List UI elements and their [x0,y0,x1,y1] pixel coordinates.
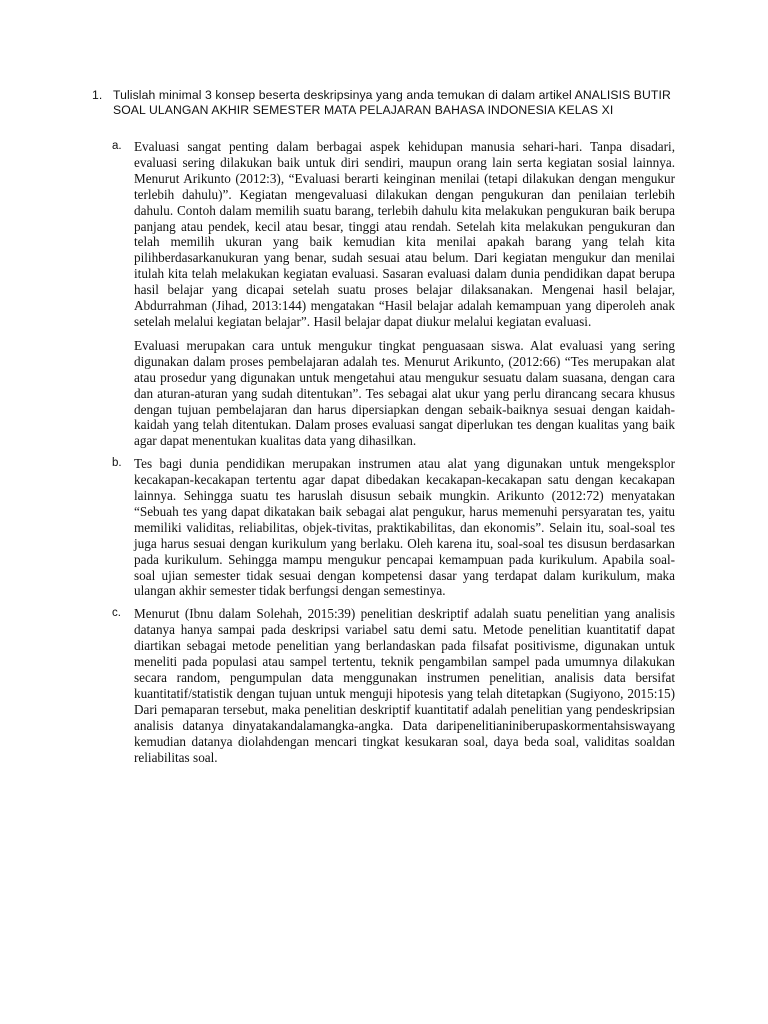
item-marker: a. [112,140,122,152]
answer-item-b [109,456,675,599]
answer-item-c [109,606,675,765]
item-marker: b. [112,457,122,470]
paragraph: Evaluasi merupakan cara untuk mengukur tingkat penguasaan siswa. Alat evaluasi yang sering digunakan dalam proses pembelajaran adalah tes. Menurut Arikunto, (2012:66) “Tes merupakan alat atau prosedur yang digunakan untuk mengetahui atau mengukur sesuatu dalam suasana, dengan cara dan aturan-aturan yang sudah ditentukan”. Tes sebagai alat ukur yang perlu dirancang secara khusus dengan tujuan pembelajaran dan harus dipersiapkan dengan sebaik-baiknya sesuai dengan kaidah-kaidah yang telah ditentukan. Dalam proses evaluasi sangat diperlukan tes dengan kualitas yang baik agar dapat menentukan kualitas data yang dihasilkan. [134,337,675,449]
paragraph: Evaluasi sangat penting dalam berbagai aspek kehidupan manusia sehari-hari. Tanpa disadari, evaluasi sering dilakukan baik untuk diri sendiri, maupun orang lain serta kegiatan sosial lainnya. Menurut Arikunto (2012:3), “Evaluasi berarti keinginan menilai (tetapi dilakukan dengan mengukur terlebih dahulu)”. Kegiatan mengevaluasi dilakukan dengan pengukuran dan penilaian terlebih dahulu. Contoh dalam memilih suatu barang, terlebih dahulu kita melakukan pengukuran baik berupa panjang atau pendek, kecil atau besar, tinggi atau rendah. Setelah kita melakukan pengukuran dan telah memilih ukuran yang baik kemudian kita menilai apakah barang yang telah kita pilihberdasarkanukuran yang benar, sudah sesuai atau belum. Dari kegiatan mengukur dan menilai itulah kita telah melakukan kegiatan evaluasi. Sasaran evaluasi dalam dunia pendidikan dapat berupa hasil belajar yang dicapai setelah suatu proses belajar dilaksanakan. Mengenai hasil belajar, Abdurrahman (Jihad, 2013:144) mengatakan “Hasil belajar adalah kemampuan yang diperoleh anak setelah melalui kegiatan belajar”. Hasil belajar dapat diukur melalui kegiatan evaluasi. [134,139,675,329]
question-1 [88,88,675,117]
paragraph: Tes bagi dunia pendidikan merupakan instrumen atau alat yang digunakan untuk mengeksplor kecakapan-kecakapan tertentu agar dapat dibedakan kecakapan-kecakapan satu dengan kecakapan lainnya. Sehingga suatu tes haruslah disusun sebaik mungkin. Arikunto (2012:72) menyatakan “Sebuah tes yang dapat dikatakan baik sebagai alat pengukur, harus memenuhi persyaratan tes, yaitu memiliki validitas, reliabilitas, objek-tivitas, praktikabilitas, dan ekonomis”. Selain itu, soal-soal tes juga harus sesuai dengan kurikulum yang berlaku. Oleh karena itu, soal-soal tes disusun berdasarkan pada kurikulum. Sehingga mampu mengukur pencapai kemampuan pada kurikulum. Apabila soal-soal ujian semester tidak sesuai dengan kompetensi dasar yang terdapat dalam kurikulum, maka ulangan akhir semester tidak berfungsi dengan semestinya. [134,456,675,599]
item-marker: c. [112,607,121,620]
answer-item-a [109,139,675,449]
question-number: 1. [92,88,103,102]
answer-list [88,139,675,765]
question-text: Tulislah minimal 3 konsep beserta deskripsinya yang anda temukan di dalam artikel ANALISIS BUTIR SOAL ULANGAN AKHIR SEMESTER MATA PELAJARAN BAHASA INDONESIA KELAS XI [113,88,671,117]
paragraph: Menurut (Ibnu dalam Solehah, 2015:39) penelitian deskriptif adalah suatu penelitian yang analisis datanya hanya sampai pada deskripsi variabel satu demi satu. Metode penelitian kuantitatif dapat diartikan sebagai metode penelitian yang berlandaskan pada filsafat positivisme, digunakan untuk meneliti pada populasi atau sampel tertentu, teknik pengambilan sampel pada umumnya dilakukan secara random, pengumpulan data menggunakan instrumen penelitian, analisis data bersifat kuantitatif/statistik dengan tujuan untuk menguji hipotesis yang telah ditetapkan (Sugiyono, 2015:15) Dari pemaparan tersebut, maka penelitian deskriptif kuantitatif adalah penelitian yang pendeskripsian analisis datanya dinyatakandalamangka-angka. Data daripenelitianiniberupaskormentahsiswayang kemudian datanya diolahdengan mencari tingkat kesukaran soal, daya beda soal, validitas soaldan reliabilitas soal. [134,606,675,765]
